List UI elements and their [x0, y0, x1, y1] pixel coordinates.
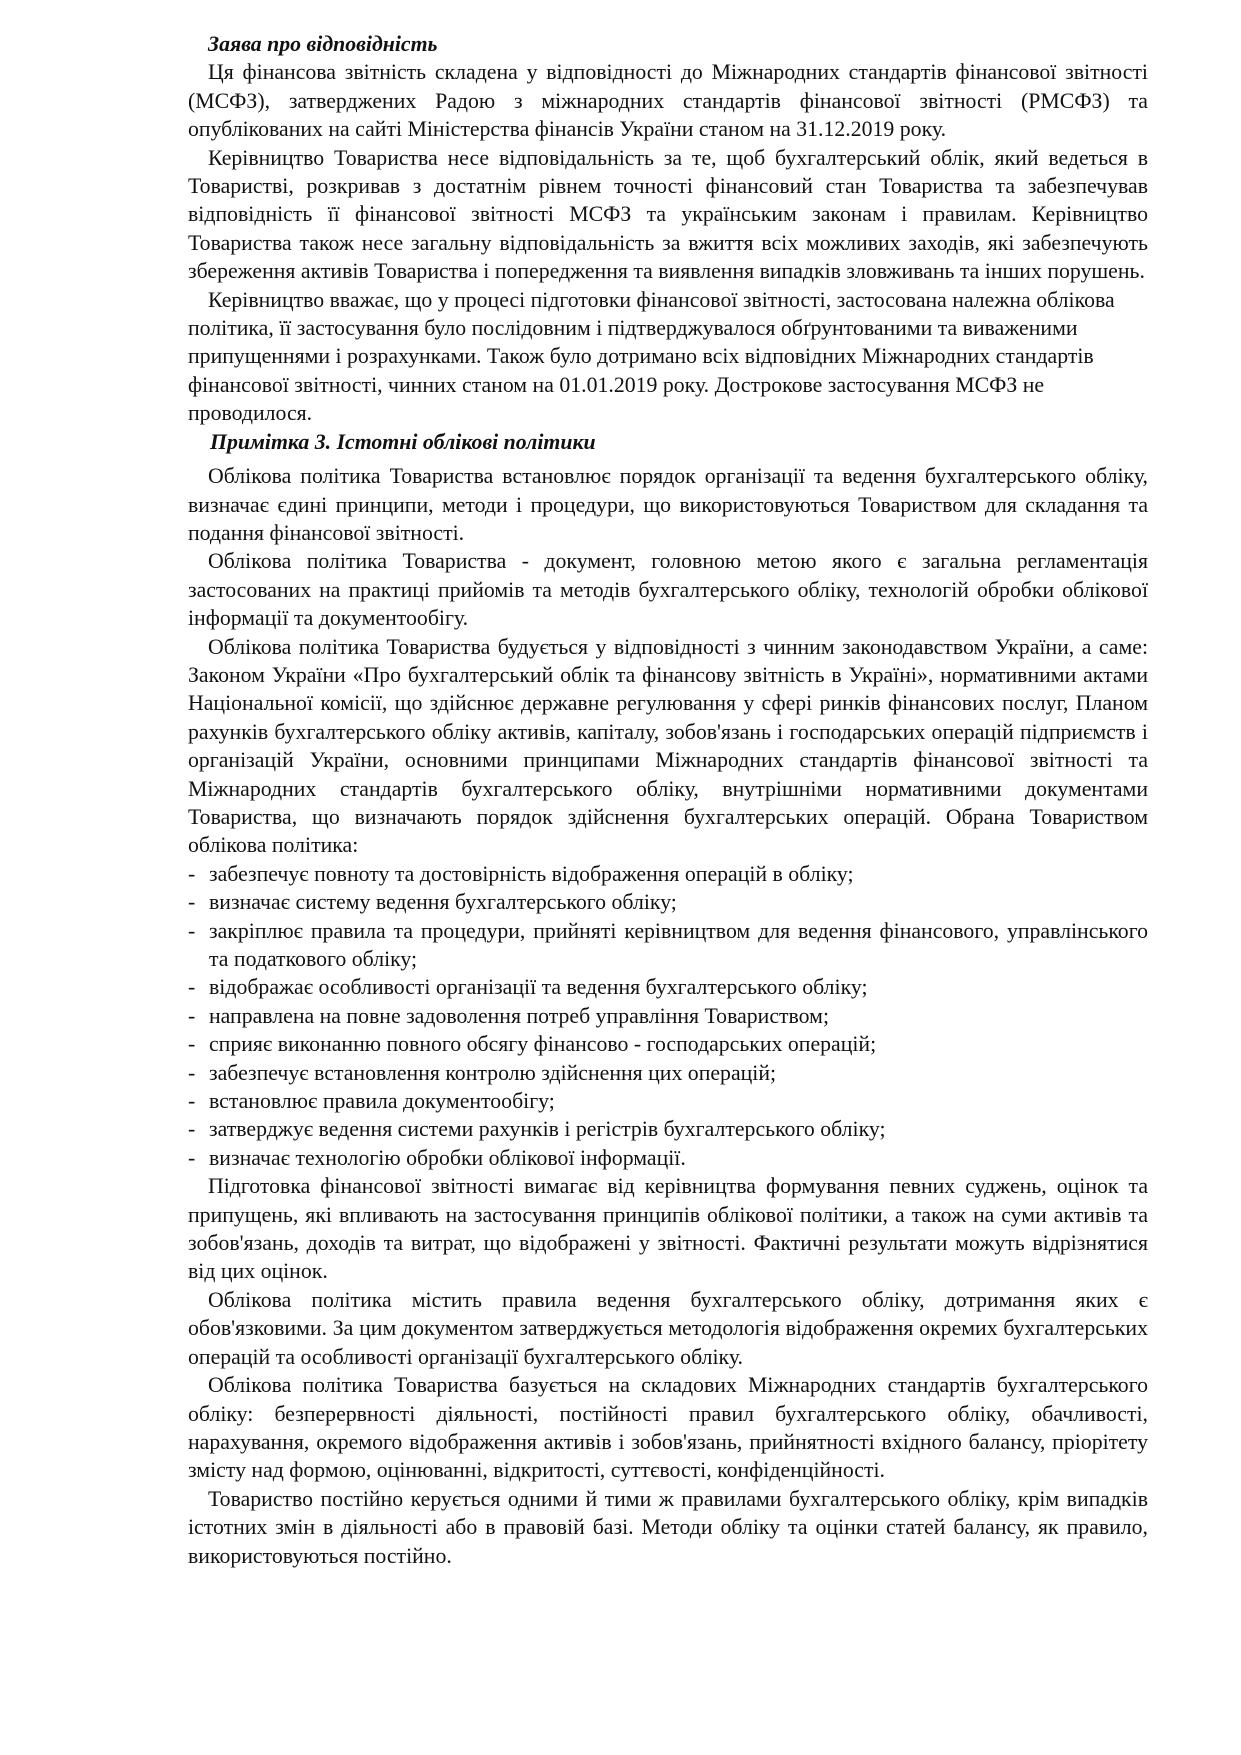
list-item-text: затверджує ведення системи рахунків і регістрів бухгалтерського обліку;: [209, 1117, 886, 1142]
list-item: [188, 973, 1148, 1001]
paragraph: Облікова політика Товариства - документ, головною метою якого є загальна регламентація застосованих на практиці прийомів та методів бухгалтерського обліку, технологій обробки облікової інформації та документообігу.: [188, 549, 1148, 631]
paragraph: Підготовка фінансової звітності вимагає від керівництва формування певних суджень, оцінок та припущень, які впливають на застосування принципів облікової політики, а також на суми активів та зобов'язань, доходів та витрат, що відображені у звітності. Фактичні результати можуть відрізнятися від цих оцінок.: [188, 1174, 1148, 1284]
list-dash-marker: -: [188, 1003, 196, 1028]
list-dash-marker: -: [188, 975, 196, 1000]
list-item: [188, 1002, 1148, 1030]
list-dash-marker: -: [188, 918, 196, 943]
list-item-text: визначає технологію обробки облікової інформації.: [209, 1145, 686, 1170]
list-item: [188, 1115, 1148, 1143]
list-item-text: забезпечує повноту та достовірність відображення операцій в обліку;: [209, 861, 854, 886]
list-item: [188, 888, 1148, 916]
list-item: [188, 1059, 1148, 1087]
document-body: [188, 30, 1148, 1570]
paragraph: Ця фінансова звітність складена у відповідності до Міжнародних стандартів фінансової звітності (МСФЗ), затверджених Радою з міжнародних стандартів фінансової звітності (РМСФЗ) та опублікованих на сайті Міністерства фінансів України станом на 31.12.2019 року.: [188, 60, 1148, 142]
list-item-text: закріплює правила та процедури, прийняті керівництвом для ведення фінансового, управлінського та податкового обліку;: [209, 918, 1148, 971]
paragraph: Облікова політика Товариства базується на складових Міжнародних стандартів бухгалтерського обліку: безперервності діяльності, постійності правил бухгалтерського обліку, обачливості, нарахування, окремого відображення активів і зобов'язань, прийнятності вхідного балансу, пріорітету змісту над формою, оцінюванні, відкритості, суттєвості, конфіденційності.: [188, 1373, 1148, 1483]
list-item-text: сприяє виконанню повного обсягу фінансово - господарських операцій;: [209, 1032, 877, 1057]
list-item: [188, 860, 1148, 888]
section-heading-compliance: Заява про відповідність: [208, 32, 438, 56]
list-dash-marker: -: [188, 861, 196, 886]
list-item-text: встановлює правила документообігу;: [209, 1089, 555, 1114]
list-item-text: визначає систему ведення бухгалтерського обліку;: [209, 890, 677, 915]
list-dash-marker: -: [188, 1145, 196, 1170]
paragraph: Облікова політика Товариства встановлює порядок організації та ведення бухгалтерського обліку, визначає єдині принципи, методи і процедури, що використовуються Товариством для складання та подання фінансової звітності.: [188, 464, 1148, 545]
list-item-text: забезпечує встановлення контролю здійснення цих операцій;: [209, 1060, 777, 1085]
list-dash-marker: -: [188, 890, 196, 915]
policy-list: [188, 860, 1148, 1172]
paragraph: Товариство постійно керується одними й тими ж правилами бухгалтерського обліку, крім випадків істотних змін в діяльності або в правовій базі. Методи обліку та оцінки статей балансу, як правило, використовуються постійно.: [188, 1486, 1148, 1568]
list-dash-marker: -: [188, 1032, 196, 1057]
list-dash-marker: -: [188, 1089, 196, 1114]
list-item: [188, 917, 1148, 974]
list-item-text: відображає особливості організації та ведення бухгалтерського обліку;: [209, 975, 868, 1000]
paragraph: Облікова політика Товариства будується у відповідності з чинним законодавством України, а саме: Законом України «Про бухгалтерський облік та фінансову звітність в Україні», нормативними актами Національної комісії, що здійснює державне регулювання у сфері ринків фінансових послуг, Планом рахунків бухгалтерського обліку активів, капіталу, зобов'язань і господарських операцій підприємств і організацій України, основними принципами Міжнародних стандартів фінансової звітності та Міжнародних стандартів бухгалтерського обліку, внутрішніми нормативними документами Товариства, що визначають порядок здійснення бухгалтерських операцій. Обрана Товариством облікова політика:: [188, 634, 1148, 858]
paragraph: Керівництво Товариства несе відповідальність за те, щоб бухгалтерський облік, який ведеться в Товаристві, розкривав з достатнім рівнем точності фінансовий стан Товариства та забезпечував відповідність її фінансової звітності МСФЗ та українським законам і правилам. Керівництво Товариства також несе загальну відповідальність за вжиття всіх можливих заходів, які забезпечують збереження активів Товариства і попередження та виявлення випадків зловживань та інших порушень.: [188, 145, 1148, 284]
section-heading-accounting-policies: Примітка 3. Істотні облікові політики: [210, 429, 596, 454]
list-item: [188, 1087, 1148, 1115]
list-item: [188, 1144, 1148, 1172]
list-dash-marker: -: [188, 1060, 196, 1085]
paragraph: Облікова політика містить правила ведення бухгалтерського обліку, дотримання яких є обов'язковими. За цим документом затверджується методологія відображення окремих бухгалтерських операцій та особливості організації бухгалтерського обліку.: [188, 1287, 1148, 1369]
paragraph: Керівництво вважає, що у процесі підготовки фінансової звітності, застосована належна облікова політика, її застосування було послідовним і підтверджувалося обґрунтованими та виваженими припущеннями і розрахунками. Також було дотримано всіх відповідних Міжнародних стандартів фінансової звітності, чинних станом на 01.01.2019 року. Дострокове застосування МСФЗ не проводилося.: [188, 287, 1115, 426]
list-dash-marker: -: [188, 1117, 196, 1142]
list-item-text: направлена на повне задоволення потреб управління Товариством;: [209, 1003, 829, 1028]
list-item: [188, 1030, 1148, 1058]
